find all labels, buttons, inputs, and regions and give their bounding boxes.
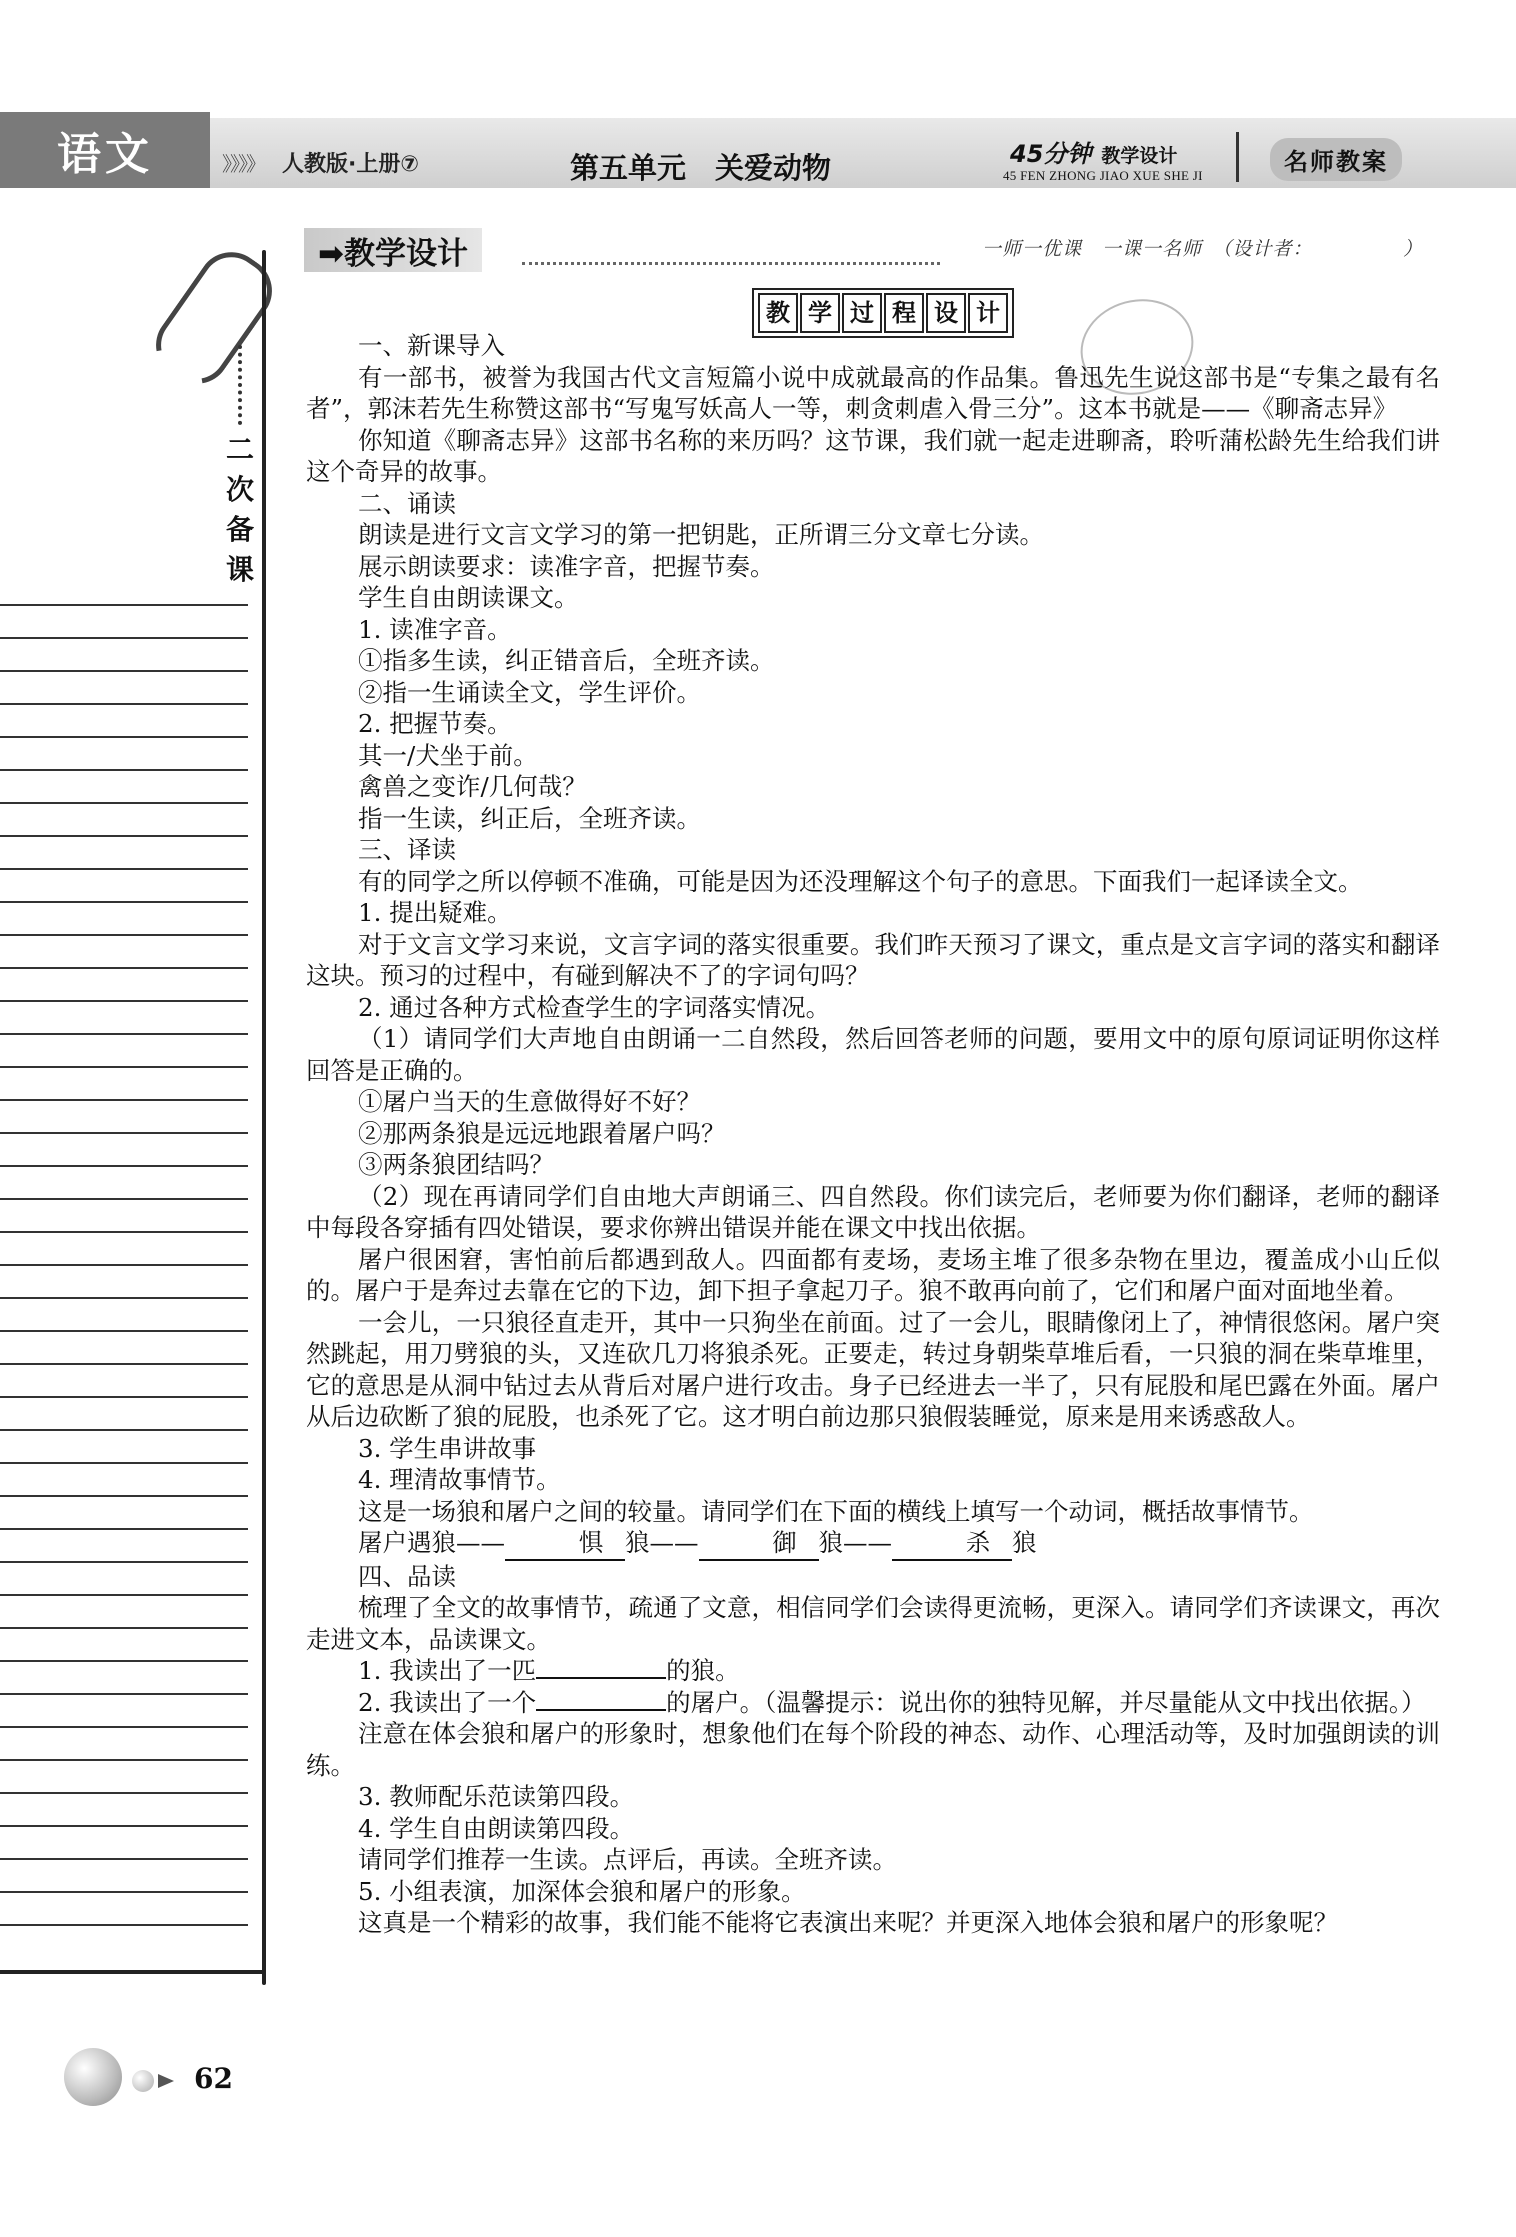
- paragraph: 对于文言文学习来说，文言字词的落实很重要。我们昨天预习了课文，重点是文言字词的落实和翻译这块。预习的过程中，有碰到解决不了的字词句吗？: [306, 929, 1440, 990]
- footer-ball-icon: [64, 2048, 122, 2106]
- fill-blank[interactable]: [536, 1677, 666, 1679]
- paragraph: 有一部书，被誉为我国古代文言短篇小说中成就最高的作品集。鲁迅先生说这部书是“专集之最有名者”，郭沫若先生称赞这部书“写鬼写妖高人一等，刺贪刺虐入骨三分”。这本书就是——《聊斋志异》: [306, 362, 1440, 423]
- section-title: ➡教学设计: [304, 228, 482, 272]
- list-item: 1. 提出疑难。: [358, 898, 512, 927]
- list-item: 1. 读准字音。: [358, 614, 512, 644]
- note-line: [0, 835, 248, 837]
- translation-paragraph: 屠户很困窘，害怕前后都遇到敌人。四面都有麦场，麦场主堆了很多杂物在里边，覆盖成小山丘似的。屠户于是奔过去靠在它的下边，卸下担子拿起刀子。狼不敢再向前了，它们和屠户面对面地坐着。: [306, 1244, 1440, 1305]
- example-line: 其一/犬坐于前。: [358, 740, 538, 770]
- note-line: [0, 1858, 248, 1860]
- sidebar-title-char: 备: [225, 513, 254, 546]
- note-line: [0, 637, 248, 639]
- unit-title: 第五单元 关爱动物: [570, 151, 832, 185]
- note-line: [0, 1429, 248, 1431]
- note-line: [0, 1627, 248, 1629]
- note-line: [0, 1165, 248, 1167]
- fill-blank[interactable]: [536, 1709, 666, 1711]
- subject-label: 语文: [0, 112, 210, 188]
- paragraph: 这是一场狼和屠户之间的较量。请同学们在下面的横线上填写一个动词，概括故事情节。: [358, 1496, 1314, 1526]
- sidebar-border: [262, 250, 266, 1985]
- heading-appreciate: 四、品读: [358, 1561, 456, 1591]
- plot-text: 狼: [1012, 1528, 1037, 1557]
- note-line: [0, 1660, 248, 1662]
- fill-text: 的狼。: [666, 1656, 740, 1685]
- fill-text: 1. 我读出了一匹: [358, 1656, 537, 1685]
- note-line: [0, 604, 248, 606]
- note-line: [0, 1891, 248, 1893]
- section-dotted-line: [522, 262, 940, 265]
- note-line: [0, 1825, 248, 1827]
- brand-pinyin: 45 FEN ZHONG JIAO XUE SHE JI: [1003, 168, 1203, 183]
- note-line: [0, 1693, 248, 1695]
- note-line: [0, 670, 248, 672]
- note-line: [0, 1099, 248, 1101]
- note-line: [0, 1363, 248, 1365]
- lesson-body: [306, 330, 1440, 1939]
- note-line: [0, 802, 248, 804]
- fill-text: 的屠户。（温馨提示：说出你的独特见解，并尽量能从文中找出依据。）: [666, 1687, 1426, 1717]
- note-line: [0, 703, 248, 705]
- question: ②那两条狼是远远地跟着屠户吗？: [358, 1118, 726, 1148]
- plot-blank: 御: [699, 1527, 819, 1561]
- fill-text: 2. 我读出了一个: [358, 1687, 537, 1717]
- sidebar-title-char: 二: [225, 433, 254, 466]
- list-item: 2. 通过各种方式检查学生的字词落实情况。: [358, 992, 831, 1022]
- list-item: 3. 学生串讲故事: [358, 1433, 537, 1463]
- paragraph: 注意在体会狼和屠户的形象时，想象他们在每个阶段的神态、动作、心理活动等，及时加强朗读的训练。: [306, 1719, 1440, 1780]
- page-number: 62: [194, 2062, 233, 2095]
- note-line: [0, 1594, 248, 1596]
- example-line: 禽兽之变诈/几何哉？: [358, 772, 587, 801]
- paragraph: （2）现在再请同学们自由地大声朗诵三、四自然段。你们读完后，老师要为你们翻译，老师的翻译中每段各穿插有四处错误，要求你辨出错误并能在课文中找出依据。: [306, 1181, 1440, 1242]
- plot-text: 狼——: [818, 1528, 892, 1557]
- list-item: 5. 小组表演，加深体会狼和屠户的形象。: [358, 1876, 806, 1906]
- note-line: [0, 1330, 248, 1332]
- boxed-heading-char: 学: [800, 293, 840, 333]
- list-item: 2. 把握节奏。: [358, 709, 512, 738]
- note-line: [0, 1066, 248, 1068]
- list-item: ②指一生诵读全文，学生评价。: [358, 677, 701, 707]
- plot-text: 狼——: [625, 1528, 699, 1557]
- paragraph: 梳理了全文的故事情节，疏通了文意，相信同学们会读得更流畅，更深入。请同学们齐读课文，再次走进文本，品读课文。: [306, 1593, 1440, 1654]
- note-line: [0, 769, 248, 771]
- note-line: [0, 1759, 248, 1761]
- paragraph: 有的同学之所以停顿不准确，可能是因为还没理解这个句子的意思。下面我们一起译读全文。: [358, 866, 1363, 896]
- list-item: 3. 教师配乐范读第四段。: [358, 1782, 635, 1811]
- edition-label: 人教版·上册⑦: [282, 152, 419, 177]
- header-divider: [1236, 132, 1239, 182]
- list-item: ①指多生读，纠正错音后，全班齐读。: [358, 646, 775, 675]
- plot-blank: 惧: [505, 1527, 625, 1561]
- note-line: [0, 1264, 248, 1266]
- note-line: [0, 1528, 248, 1530]
- arrows-decoration: 》》》》: [222, 152, 264, 176]
- note-line: [0, 1231, 248, 1233]
- brand: [1010, 134, 1177, 169]
- paragraph: （1）请同学们大声地自由朗诵一二自然段，然后回答老师的问题，要用文中的原句原词证明你这样回答是正确的。: [306, 1024, 1440, 1085]
- note-line: [0, 1726, 248, 1728]
- boxed-heading-char: 过: [842, 293, 882, 333]
- sidebar-title-char: 次: [225, 473, 254, 506]
- paragraph: 朗读是进行文言文学习的第一把钥匙，正所谓三分文章七分读。: [358, 520, 1044, 549]
- question: ①屠户当天的生意做得好不好？: [358, 1087, 701, 1116]
- note-line: [0, 1924, 248, 1926]
- heading-new-lesson: 一、新课导入: [358, 331, 505, 360]
- plot-text: 屠户遇狼——: [358, 1528, 505, 1557]
- note-line: [0, 868, 248, 870]
- note-line: [0, 1198, 248, 1200]
- brand-sub: 教学设计: [1101, 145, 1178, 167]
- brand-main: 45分钟: [1010, 140, 1092, 168]
- plot-blank: 杀: [892, 1527, 1012, 1561]
- paragraph: 请同学们推荐一生读。点评后，再读。全班齐读。: [358, 1845, 897, 1874]
- heading-recite: 二、诵读: [358, 488, 456, 518]
- question: ③两条狼团结吗？: [358, 1150, 554, 1179]
- footer-arrow-icon: [158, 2074, 174, 2088]
- note-line: [0, 1792, 248, 1794]
- note-line: [0, 1132, 248, 1134]
- note-line: [0, 967, 248, 969]
- list-item: 4. 学生自由朗读第四段。: [358, 1813, 635, 1843]
- note-line: [0, 1561, 248, 1563]
- paragraph: 指一生读，纠正后，全班齐读。: [358, 803, 701, 833]
- fill-line: [306, 1655, 1440, 1687]
- paragraph: 学生自由朗读课文。: [358, 583, 579, 612]
- note-line: [0, 1033, 248, 1035]
- sidebar-title: [222, 430, 258, 590]
- note-line: [0, 1462, 248, 1464]
- heading-translate: 三、译读: [358, 835, 456, 864]
- sidebar-title-char: 课: [225, 553, 254, 586]
- footer-small-ball-icon: [132, 2070, 154, 2092]
- note-line: [0, 934, 248, 936]
- translation-paragraph: 一会儿，一只狼径直走开，其中一只狗坐在前面。过了一会儿，眼睛像闭上了，神情很悠闲。屠户突然跳起，用刀劈狼的头，又连砍几刀将狼杀死。正要走，转过身朝柴草堆后看，一只狼的洞在柴草堆里，它的意思是从洞中钻过去从背后对屠户进行攻击。身子已经进去一半了，只有屁股和尾巴露在外面。屠户从后边砍断了狼的屁股，也杀死了它。这才明白前边那只狼假装睡觉，原来是用来诱惑敌人。: [306, 1307, 1440, 1431]
- sidebar-bottom-border: [0, 1970, 266, 1974]
- dotted-divider: [238, 345, 246, 425]
- note-line: [0, 1297, 248, 1299]
- plot-fill-line: [306, 1527, 1440, 1561]
- fill-line: [306, 1687, 1440, 1719]
- boxed-heading-char: 计: [968, 293, 1008, 333]
- badge: 名师教案: [1270, 138, 1402, 181]
- section-right-note: 一师一优课 一课一名师 （设计者： ）: [982, 238, 1424, 260]
- boxed-heading-char: 程: [884, 293, 924, 333]
- note-line: [0, 736, 248, 738]
- boxed-heading-char: 设: [926, 293, 966, 333]
- boxed-heading-char: 教: [758, 293, 798, 333]
- list-item: 4. 理清故事情节。: [358, 1465, 561, 1494]
- note-line: [0, 1396, 248, 1398]
- paragraph: 你知道《聊斋志异》这部书名称的来历吗？这节课，我们就一起走进聊斋，聆听蒲松龄先生给我们讲这个奇异的故事。: [306, 425, 1440, 486]
- note-line: [0, 901, 248, 903]
- note-line: [0, 1495, 248, 1497]
- note-line: [0, 1000, 248, 1002]
- paragraph: 这真是一个精彩的故事，我们能不能将它表演出来呢？并更深入地体会狼和屠户的形象呢？: [358, 1908, 1338, 1937]
- paragraph: 展示朗读要求：读准字音，把握节奏。: [358, 551, 775, 581]
